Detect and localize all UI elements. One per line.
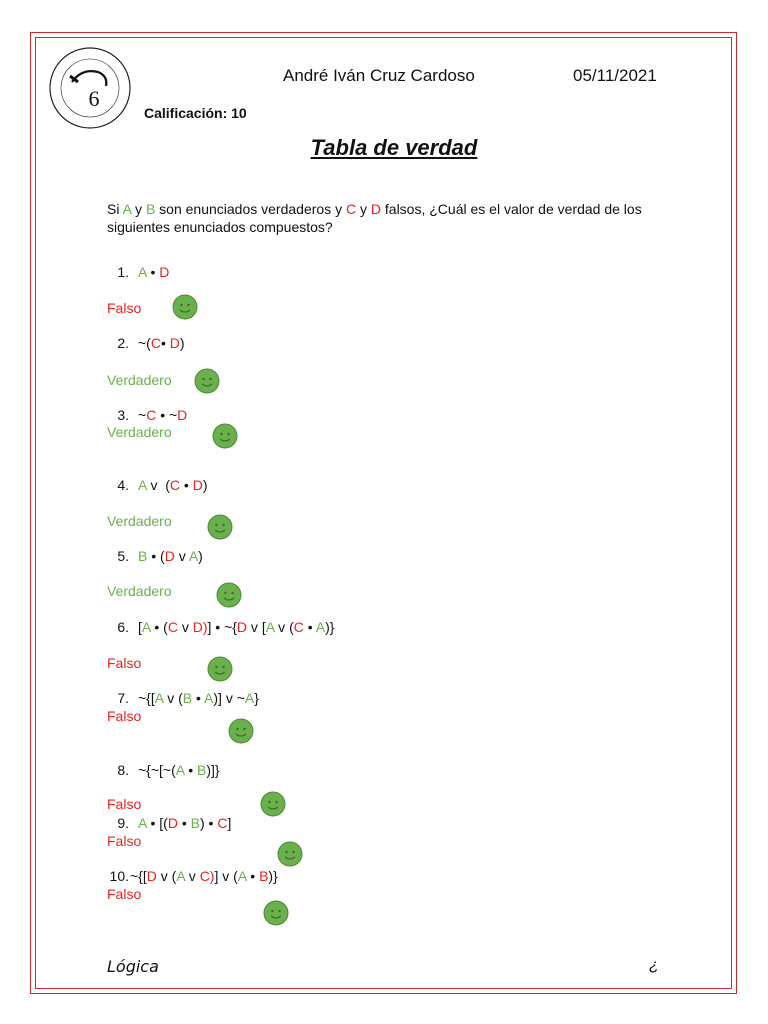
- document-date: 05/11/2021: [573, 66, 657, 85]
- list-item: 9. A • [(D • B) • C]: [117, 815, 232, 831]
- smiley-face-icon: [207, 656, 233, 682]
- school-seal-logo: [48, 46, 132, 130]
- smiley-face-icon: [260, 791, 286, 817]
- svg-text:6: 6: [88, 86, 100, 111]
- answer-8: Falso: [107, 796, 142, 812]
- footer-mark: ¿: [649, 957, 659, 974]
- list-item: 10.~{[D v (A v C)] v (A • B)}: [109, 868, 278, 884]
- answer-2: Verdadero: [107, 372, 172, 388]
- answer-6: Falso: [107, 655, 142, 671]
- answer-5: Verdadero: [107, 583, 172, 599]
- smiley-face-icon: [207, 514, 233, 540]
- list-item: 4. A v (C • D): [117, 477, 208, 493]
- answer-4: Verdadero: [107, 513, 172, 529]
- answer-7: Falso: [107, 708, 142, 724]
- page-title-text: Tabla de verdad: [310, 135, 478, 160]
- list-item: 5. B • (D v A): [117, 548, 203, 564]
- list-item: 6. [A • (C v D)] • ~{D v [A v (C • A)}: [117, 619, 335, 635]
- list-item: 7. ~{[A v (B • A)] v ~A}: [117, 690, 259, 706]
- answer-9: Falso: [107, 833, 142, 849]
- smiley-face-icon: [172, 294, 198, 320]
- list-item: 3. ~C • ~D: [117, 407, 188, 423]
- answer-10: Falso: [107, 886, 142, 902]
- grade-label: Calificación: 10: [144, 105, 247, 121]
- page-title: [0, 135, 768, 161]
- smiley-face-icon: [228, 718, 254, 744]
- smiley-face-icon: [277, 841, 303, 867]
- list-item: 2. ~(C• D): [117, 335, 185, 351]
- smiley-face-icon: [212, 423, 238, 449]
- footer-subject: Lógica: [107, 957, 159, 976]
- answer-1: Falso: [107, 300, 142, 316]
- intro-paragraph: Si A y B son enunciados verdaderos y C y D falsos, ¿Cuál es el valor de verdad de los siguientes enunciados compuestos?: [107, 201, 642, 235]
- list-item: 1. A • D: [117, 264, 170, 280]
- smiley-face-icon: [216, 582, 242, 608]
- answer-3: Verdadero: [107, 424, 172, 440]
- smiley-face-icon: [194, 368, 220, 394]
- author-name: André Iván Cruz Cardoso: [283, 66, 475, 85]
- smiley-face-icon: [263, 900, 289, 926]
- list-item: 8. ~{~[~(A • B)]}: [117, 762, 220, 778]
